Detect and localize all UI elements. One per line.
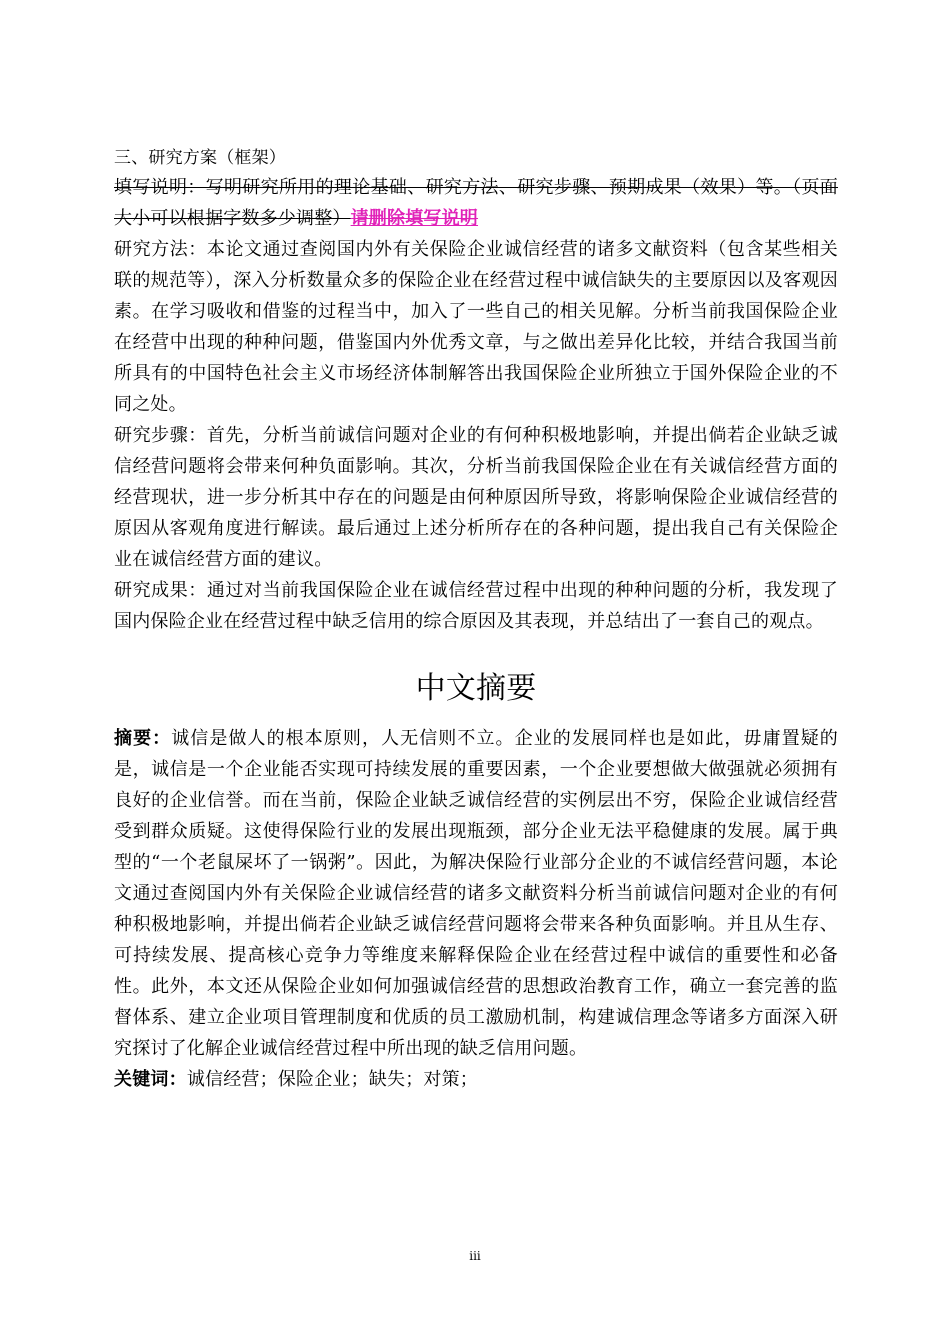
keywords-label: 关键词：: [114, 1069, 187, 1090]
page-content: [114, 144, 838, 1095]
research-plan-heading: 三、研究方案（框架）: [114, 148, 286, 168]
fill-instruction-text: 填写说明：写明研究所用的理论基础、研究方法、研究步骤、预期成果（效果）等。（页面大小可以根据字数多少调整）: [114, 177, 838, 229]
abstract-body: 诚信是做人的根本原则，人无信则不立。企业的发展同样也是如此，毋庸置疑的是，诚信是一个企业能否实现可持续发展的重要因素，一个企业要想做大做强就必须拥有良好的企业信誉。而在当前，保险企业缺乏诚信经营的实例层出不穷，保险企业诚信经营受到群众质疑。这使得保险行业的发展出现瓶颈，部分企业无法平稳健康的发展。属于典型的“一个老鼠屎坏了一锅粥”。因此，为解决保险行业部分企业的不诚信经营问题，本论文通过查阅国内外有关保险企业诚信经营的诸多文献资料分析当前诚信问题对企业的有何种积极地影响，并提出倘若企业缺乏诚信经营问题将会带来各种负面影响。并且从生存、可持续发展、提高核心竞争力等维度来解释保险企业在经营过程中诚信的重要性和必备性。此外，本文还从保险企业如何加强诚信经营的思想政治教育工作，确立一套完善的监督体系、建立企业项目管理制度和优质的员工激励机制，构建诚信理念等诸多方面深入研究探讨了化解企业诚信经营过程中所出现的缺乏信用问题。: [114, 728, 838, 1059]
section-spacer: [114, 637, 838, 667]
keywords-list: 诚信经营；保险企业；缺失；对策；: [186, 1069, 479, 1090]
page-number: iii: [469, 1249, 481, 1263]
delete-instruction-note: 请删除填写说明: [350, 208, 479, 229]
keywords-paragraph: [114, 1064, 838, 1095]
fill-instruction-paragraph: [114, 172, 838, 234]
research-results-paragraph: 研究成果：通过对当前我国保险企业在诚信经营过程中出现的种种问题的分析，我发现了国内保险企业在经营过程中缺乏信用的综合原因及其表现，并总结出了一套自己的观点。: [114, 580, 838, 632]
abstract-paragraph: [114, 723, 838, 1064]
research-method-paragraph: 研究方法：本论文通过查阅国内外有关保险企业诚信经营的诸多文献资料（包含某些相关联的规范等），深入分析数量众多的保险企业在经营过程中诚信缺失的主要原因以及客观因素。在学习吸收和借鉴的过程当中，加入了一些自己的相关见解。分析当前我国保险企业在经营中出现的种种问题，借鉴国内外优秀文章，与之做出差异化比较，并结合我国当前所具有的中国特色社会主义市场经济体制解答出我国保险企业所独立于国外保险企业的不同之处。: [114, 239, 838, 415]
research-steps-paragraph: 研究步骤：首先，分析当前诚信问题对企业的有何种积极地影响，并提出倘若企业缺乏诚信经营问题将会带来何种负面影响。其次，分析当前我国保险企业在有关诚信经营方面的经营现状，进一步分析其中存在的问题是由何种原因所导致，将影响保险企业诚信经营的原因从客观角度进行解读。最后通过上述分析所存在的各种问题，提出我自己有关保险企业在诚信经营方面的建议。: [114, 425, 838, 570]
chinese-abstract-title: 中文摘要: [415, 671, 537, 706]
abstract-label: 摘要：: [114, 728, 172, 749]
